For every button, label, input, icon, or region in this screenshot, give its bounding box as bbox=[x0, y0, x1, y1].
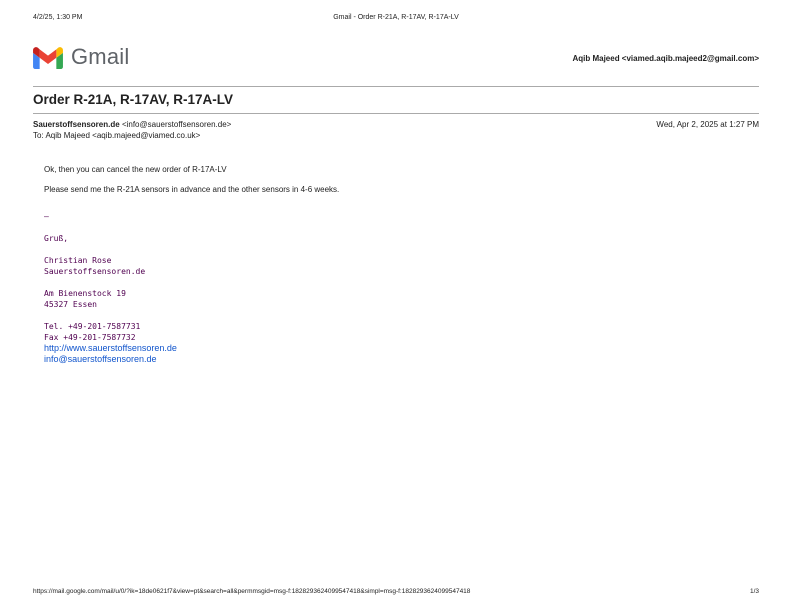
print-datetime: 4/2/25, 1:30 PM bbox=[33, 14, 83, 21]
signature-fax: Fax +49-201-7587732 bbox=[44, 333, 136, 342]
print-header bbox=[33, 14, 759, 26]
account-label: Aqib Majeed <viamed.aqib.majeed2@gmail.com> bbox=[572, 54, 759, 63]
signature-street: Am Bienenstock 19 bbox=[44, 289, 126, 298]
page-number: 1/3 bbox=[749, 588, 759, 595]
print-footer bbox=[33, 588, 759, 598]
signature-name: Christian Rose bbox=[44, 256, 112, 265]
signature-separator: — bbox=[44, 212, 49, 221]
print-title: Gmail - Order R-21A, R-17AV, R-17A-LV bbox=[333, 14, 459, 21]
signature-tel: Tel. +49-201-7587731 bbox=[44, 322, 141, 331]
gmail-logo-icon bbox=[33, 46, 63, 69]
sender-email: <info@sauerstoffsensoren.de> bbox=[121, 120, 232, 129]
email-link[interactable]: info@sauerstoffsensoren.de bbox=[44, 354, 157, 364]
website-link[interactable]: http://www.sauerstoffsensoren.de bbox=[44, 343, 177, 353]
email-subject: Order R-21A, R-17AV, R-17A-LV bbox=[33, 92, 234, 107]
gmail-wordmark: Gmail bbox=[71, 44, 130, 69]
divider bbox=[33, 113, 759, 114]
message-date: Wed, Apr 2, 2025 at 1:27 PM bbox=[656, 120, 759, 129]
gmail-logo[interactable] bbox=[33, 44, 129, 70]
message-body bbox=[44, 165, 339, 365]
sender bbox=[33, 120, 759, 129]
signature-greeting: Gruß, bbox=[44, 234, 69, 243]
logo-row bbox=[33, 44, 759, 72]
body-line: Please send me the R-21A sensors in advance and the other sensors in 4-6 weeks. bbox=[44, 185, 340, 194]
body-line: Ok, then you can cancel the new order of R-17A-LV bbox=[44, 165, 227, 174]
recipient: To: Aqib Majeed <aqib.majeed@viamed.co.uk> bbox=[33, 131, 201, 140]
signature-city: 45327 Essen bbox=[44, 300, 97, 309]
signature bbox=[44, 205, 339, 365]
divider bbox=[33, 86, 759, 87]
print-url: https://mail.google.com/mail/u/0/?ik=18de0621f7&view=pt&search=all&permmsgid=msg-f:1828293624099547418&simpl=msg-f:1828293624099547418 bbox=[33, 588, 471, 595]
sender-name: Sauerstoffsensoren.de bbox=[33, 120, 120, 129]
signature-company: Sauerstoffsensoren.de bbox=[44, 267, 146, 276]
message-header bbox=[33, 120, 759, 140]
